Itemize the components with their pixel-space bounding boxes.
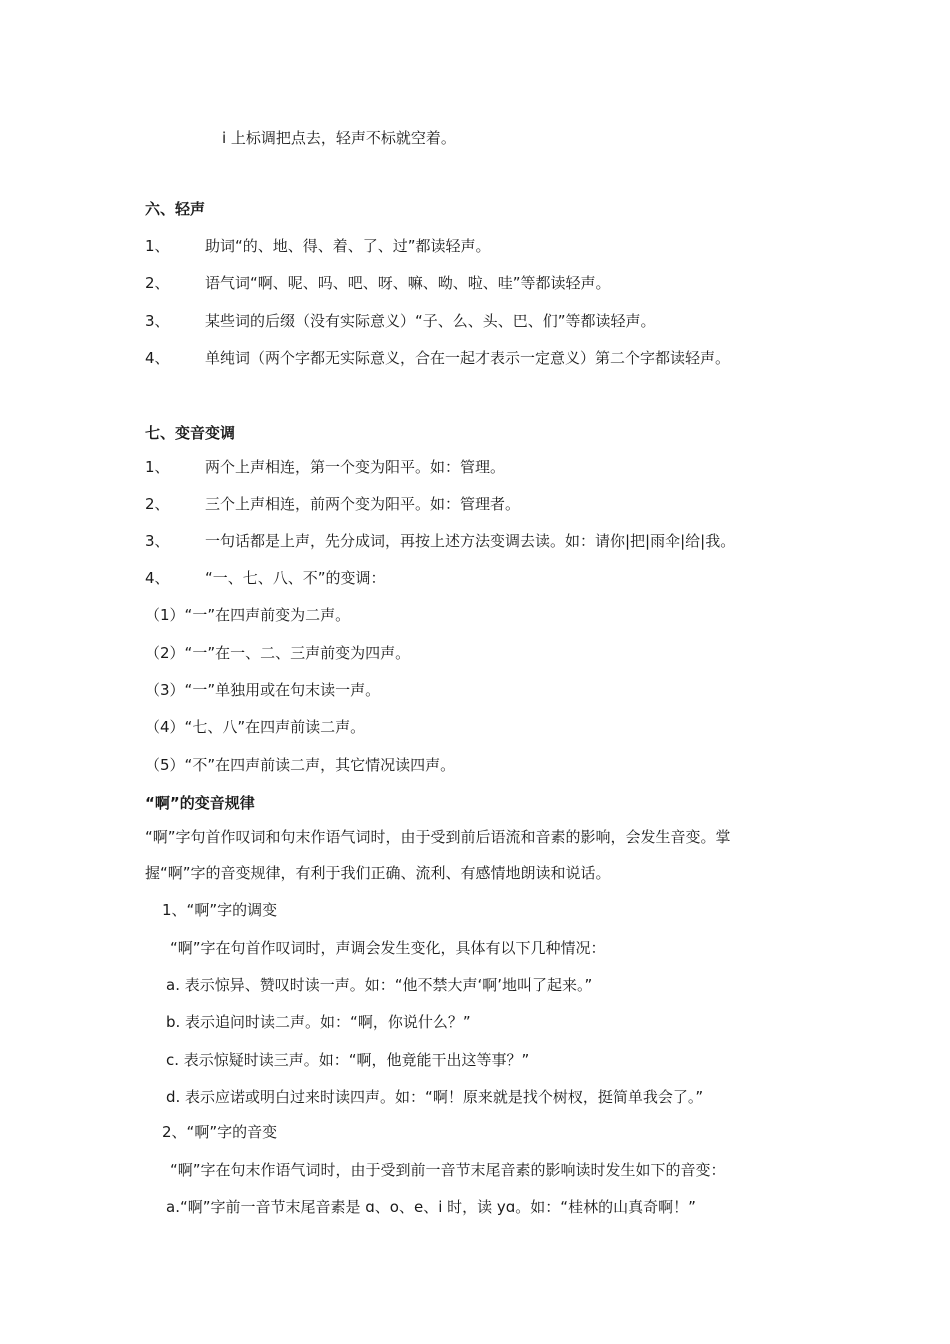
list-number: 3、	[145, 532, 170, 550]
case-item: d. 表示应诺或明白过来时读四声。如：“啊！原来就是找个树杈，挺简单我会了。”	[166, 1088, 704, 1106]
list-text: 三个上声相连，前两个变为阳平。如：管理者。	[205, 495, 521, 513]
subsection-desc: “啊”字在句首作叹词时，声调会发生变化，具体有以下几种情况：	[170, 939, 606, 957]
paragraph-line: “啊”字句首作叹词和句末作语气词时，由于受到前后语流和音素的影响，会发生音变。掌	[145, 828, 731, 846]
list-number: 2、	[145, 274, 170, 292]
list-text: 单纯词（两个字都无实际意义，合在一起才表示一定意义）第二个字都读轻声。	[205, 349, 731, 367]
sub-list-item: （2）“一”在一、二、三声前变为四声。	[145, 644, 411, 662]
list-number: 3、	[145, 312, 170, 330]
list-number: 1、	[145, 458, 170, 476]
list-number: 4、	[145, 569, 170, 587]
sub-list-item: （5）“不”在四声前读二声，其它情况读四声。	[145, 756, 456, 774]
list-text: 一句话都是上声，先分成词，再按上述方法变调去读。如：请你|把|雨伞|给|我。	[205, 532, 736, 550]
list-text: 某些词的后缀（没有实际意义）“子、么、头、巴、们”等都读轻声。	[205, 312, 656, 330]
subsection-desc: “啊”字在句末作语气词时，由于受到前一音节末尾音素的影响读时发生如下的音变：	[170, 1161, 726, 1179]
section-heading-bianyin: 七、变音变调	[145, 424, 236, 442]
subsection-title: 1、“啊”字的调变	[162, 901, 278, 919]
sub-list-item: （1）“一”在四声前变为二声。	[145, 606, 351, 624]
list-text: 助词“的、地、得、着、了、过”都读轻声。	[205, 237, 491, 255]
subsection-title: 2、“啊”字的音变	[162, 1123, 278, 1141]
case-item: a. 表示惊异、赞叹时读一声。如：“他不禁大声‘啊’地叫了起来。”	[166, 976, 593, 994]
list-text: 语气词“啊、呢、吗、吧、呀、嘛、呦、啦、哇”等都读轻声。	[205, 274, 611, 292]
sub-list-item: （4）“七、八”在四声前读二声。	[145, 718, 366, 736]
list-number: 4、	[145, 349, 170, 367]
section-heading-a-bianyin: “啊”的变音规律	[145, 794, 255, 812]
list-text: 两个上声相连，第一个变为阳平。如：管理。	[205, 458, 506, 476]
paragraph-line: 握“啊”字的音变规律，有利于我们正确、流利、有感情地朗读和说话。	[145, 864, 611, 882]
section-heading-qingsheng: 六、轻声	[145, 200, 206, 218]
list-text: “一、七、八、不”的变调：	[205, 569, 386, 587]
case-item: c. 表示惊疑时读三声。如：“啊，他竟能干出这等事？”	[166, 1051, 530, 1069]
top-note: i 上标调把点去，轻声不标就空着。	[222, 129, 456, 147]
case-item: b. 表示追问时读二声。如：“啊，你说什么？”	[166, 1013, 471, 1031]
list-number: 2、	[145, 495, 170, 513]
sub-list-item: （3）“一”单独用或在句末读一声。	[145, 681, 381, 699]
case-item: a.“啊”字前一音节末尾音素是 ɑ、o、e、i 时，读 yɑ。如：“桂林的山真奇啊！”	[166, 1198, 696, 1216]
list-number: 1、	[145, 237, 170, 255]
